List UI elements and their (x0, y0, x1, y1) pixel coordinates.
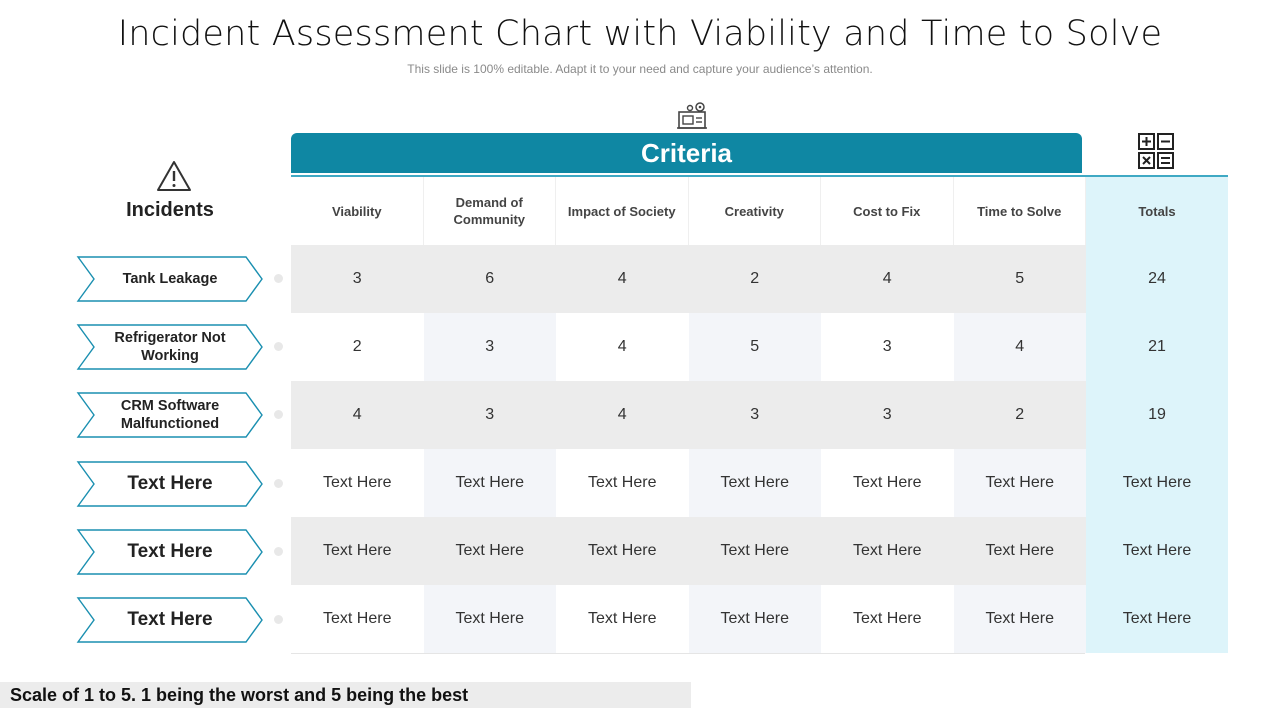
table-cell: Text Here (424, 517, 557, 585)
table-row (291, 585, 1228, 653)
table-cell: 4 (556, 313, 689, 381)
table-cell: Text Here (424, 585, 557, 653)
table-cell: 6 (424, 245, 557, 313)
table-cell: Text Here (291, 449, 424, 517)
table-cell: 3 (424, 381, 557, 449)
column-header: Cost to Fix (821, 177, 954, 245)
table-cell: 4 (556, 245, 689, 313)
table-cell: 3 (821, 381, 954, 449)
column-header: Impact of Society (556, 177, 689, 245)
table-row (291, 245, 1228, 313)
incident-tag (76, 324, 266, 370)
table-cell: Text Here (821, 585, 954, 653)
row-bullet (274, 342, 283, 351)
table-cell: Text Here (954, 585, 1087, 653)
criteria-header: Criteria (291, 133, 1082, 173)
incident-label: Refrigerator Not Working (114, 330, 226, 364)
table-cell: Text Here (954, 517, 1087, 585)
table-cell: 4 (954, 313, 1087, 381)
incident-label: Text Here (127, 609, 213, 630)
table-cell: 3 (291, 245, 424, 313)
total-cell: Text Here (1086, 449, 1228, 517)
row-bullet (274, 274, 283, 283)
totals-header: Totals (1086, 177, 1228, 245)
table-row (291, 449, 1228, 517)
incident-tag (76, 461, 266, 507)
table-cell: 5 (689, 313, 822, 381)
table-cell: 4 (821, 245, 954, 313)
table-cell: 2 (291, 313, 424, 381)
column-header: Time to Solve (954, 177, 1087, 245)
calculator-icon (1137, 132, 1175, 170)
table-cell: 3 (424, 313, 557, 381)
gear-machine-icon (676, 100, 710, 132)
table-cell: Text Here (821, 517, 954, 585)
total-cell: 21 (1086, 313, 1228, 381)
table-cell: 4 (556, 381, 689, 449)
column-header: Creativity (689, 177, 822, 245)
table-bottom-divider (291, 653, 1085, 654)
row-bullet (274, 615, 283, 624)
table-cell: Text Here (424, 449, 557, 517)
incident-tag (76, 392, 266, 438)
incident-tag (76, 256, 266, 302)
incident-tag (76, 529, 266, 575)
scale-note: Scale of 1 to 5. 1 being the worst and 5 being the best (0, 682, 691, 708)
warning-icon (156, 160, 192, 192)
table-row (291, 381, 1228, 449)
table-cell: 2 (689, 245, 822, 313)
table-cell: 4 (291, 381, 424, 449)
incident-label: CRM Software Malfunctioned (120, 398, 220, 432)
table-row (291, 517, 1228, 585)
incident-label: Tank Leakage (122, 271, 218, 287)
table-cell: 5 (954, 245, 1087, 313)
incident-label: Text Here (127, 541, 213, 562)
total-cell: 19 (1086, 381, 1228, 449)
table-cell: Text Here (556, 517, 689, 585)
incident-label: Text Here (127, 473, 213, 494)
table-cell: Text Here (689, 517, 822, 585)
total-cell: 24 (1086, 245, 1228, 313)
table-cell: 3 (689, 381, 822, 449)
total-cell: Text Here (1086, 585, 1228, 653)
table-cell: 2 (954, 381, 1087, 449)
table-header-row (291, 177, 1228, 245)
table-cell: Text Here (291, 517, 424, 585)
row-bullet (274, 410, 283, 419)
row-bullet (274, 547, 283, 556)
table-cell: Text Here (556, 449, 689, 517)
row-bullet (274, 479, 283, 488)
table-cell: Text Here (689, 449, 822, 517)
incident-tag (76, 597, 266, 643)
incidents-heading: Incidents (126, 199, 214, 221)
table-cell: Text Here (689, 585, 822, 653)
table-cell: 3 (821, 313, 954, 381)
criteria-table (291, 177, 1228, 654)
column-header: Demand of Community (424, 177, 557, 245)
slide-title: Incident Assessment Chart with Viability and Time to Solve (117, 14, 1163, 54)
table-row (291, 313, 1228, 381)
table-cell: Text Here (821, 449, 954, 517)
total-cell: Text Here (1086, 517, 1228, 585)
table-cell: Text Here (556, 585, 689, 653)
column-header: Viability (291, 177, 424, 245)
slide-subtitle: This slide is 100% editable. Adapt it to your need and capture your audience’s attention. (407, 62, 873, 76)
table-cell: Text Here (291, 585, 424, 653)
table-cell: Text Here (954, 449, 1087, 517)
